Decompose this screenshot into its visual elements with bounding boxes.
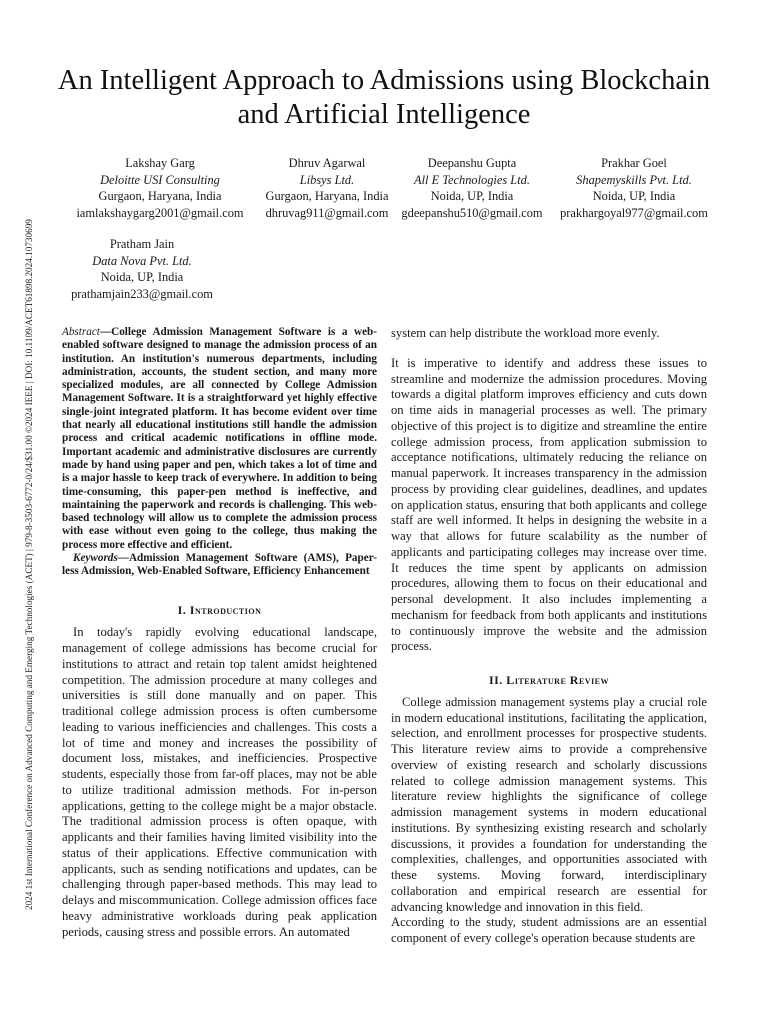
author-location: Noida, UP, India [430,189,514,203]
author-location: Gurgaon, Haryana, India [98,189,222,203]
author-block [392,155,552,221]
author-email: gdeepanshu510@gmail.com [401,205,543,220]
abstract-lead: Abstract [62,326,100,338]
author-name: Lakshay Garg [125,156,195,170]
author-affiliation: All E Technologies Ltd. [414,172,530,187]
author-name: Deepanshu Gupta [427,156,517,170]
conference-side-note: 2024 1st International Conference on Advanced Computing and Emerging Technologies (ACET) | 979-8-3503-6772-0/24/$31.00 ©2024 IEEE | DOI: 10.1109/ACET61898.2024.10730699 [24,219,34,910]
author-affiliation: Libsys Ltd. [299,172,355,187]
keywords-lead: Keywords [73,552,118,565]
author-email: prakhargoyal977@gmail.com [560,205,708,220]
author-location: Gurgaon, Haryana, India [265,189,389,203]
author-name: Dhruv Agarwal [288,156,366,170]
intro-paragraph: It is imperative to identify and address these issues to streamline and modernize the admission procedures. Moving towards a digital platform improves efficiency and cuts down on time aids in managerial processes as well. The primary objective of this project is to digitize and streamline the entire college admission process, from application submission to acceptance notifications, ultimately reducing the reliance on manual paperwork. It increases transparency in the admission process by providing clear guidelines, deadlines, and updates on application status, ensuring that both applicants and college staff are well informed. It helps in designing the website in a way that allows for future scalability as the number of applicants and participating colleges may increase over time. It reduces the time spent by applicants on admission procedures, allowing them to focus on their educational and personal development. It also includes implementing a mechanism for feedback from both applicants and institutions to continuously improve the website and the admission process. [391,355,707,654]
left-column [62,326,377,940]
literature-paragraph: College admission management systems play a crucial role in modern educational institutions, facilitating the application, selection, and enrollment processes for prospective students. This literature review aims to provide a comprehensive overview of existing research and scholarly discussions related to college admission management systems. This literature review highlights the significance of college admission management systems in modern educational institutions. By synthesizing existing research and scholarly discussions, it provides a foundation for understanding the complexities, challenges, and opportunities associated with these systems. Moving forward, interdisciplinary collaboration and empirical research are essential for advancing knowledge and innovation in this field. [391,694,707,914]
intro-paragraph: In today's rapidly evolving educational landscape, management of college admissions has become crucial for institutions to attract and retain top talent amidst heightened competition. The admission procedure at many colleges and universities is still done manually and on paper. This traditional college admission process is often cumbersome leading to various inefficiencies and challenges. This costs a lot of time and money and increases the possibility of document loss, mistakes, and inefficiencies. Prospective students, especially those from far-off places, may not be able to utilize traditional admission methods. For in-person applications, getting to the college might be a major obstacle. The traditional admission process is often opaque, with applicants and their families having limited visibility into the status of their applications. Effective communication with applicants, such as sending notifications and updates, can be challenging through paper-based methods. This may lead to delays and miscommunication. College admission offices face heavy administrative workloads during peak application periods, causing stress and possible errors. An automated [62,625,377,939]
literature-paragraph: According to the study, student admissions are an essential component of every college's operation because students are [391,915,707,945]
right-column [391,326,707,947]
author-name: Pratham Jain [109,237,175,251]
author-affiliation: Data Nova Pvt. Ltd. [92,253,192,268]
abstract [62,326,377,552]
author-block [252,155,402,221]
section-heading-literature-review: II. Literature Review [488,673,610,687]
author-location: Noida, UP, India [592,189,676,203]
author-affiliation: Shapemyskills Pvt. Ltd. [576,172,692,187]
keywords [62,552,377,579]
abstract-text: —College Admission Management Software is a web-enabled software designed to manage the admission process of an institution. An institution's numerous departments, including administration, accounts, the student section, and many more specialized modules, are all connected by College Admission Management Software. It is a straightforward yet highly effective single-joint integrated platform. It has become evident over time that nearly all educational institutions still handle the admission process and critical academic notifications in offline mode. Important academic and administrative disclosures are currently made by hand using paper and pen, which takes a lot of time and is a major hassle to keep track of everywhere. In addition to being time-consuming, this paper-pen method is ineffective, and maintaining the paperwork and records is challenging. This web-based technology will allow us to complete the admission process with ease without even going to the college, thus making the process more effective and efficient. [62,326,377,551]
keywords-text: —Admission Management Software (AMS), Paper-less Admission, Web-Enabled Software, Efficiency Enhancement [62,552,377,578]
paper-title: An Intelligent Approach to Admissions using Blockchain and Artificial Intelligence [57,65,711,130]
author-name: Prakhar Goel [601,156,667,170]
author-block [60,155,260,221]
author-affiliation: Deloitte USI Consulting [100,172,220,187]
author-email: prathamjain233@gmail.com [71,286,213,301]
section-heading-introduction: I. Introduction [177,602,262,617]
author-email: dhruvag911@gmail.com [265,205,389,220]
author-block [545,155,723,221]
author-block [42,236,242,302]
author-location: Noida, UP, India [100,270,184,284]
intro-paragraph-continued: system can help distribute the workload more evenly. [391,326,660,340]
author-email: iamlakshaygarg2001@gmail.com [76,205,244,220]
